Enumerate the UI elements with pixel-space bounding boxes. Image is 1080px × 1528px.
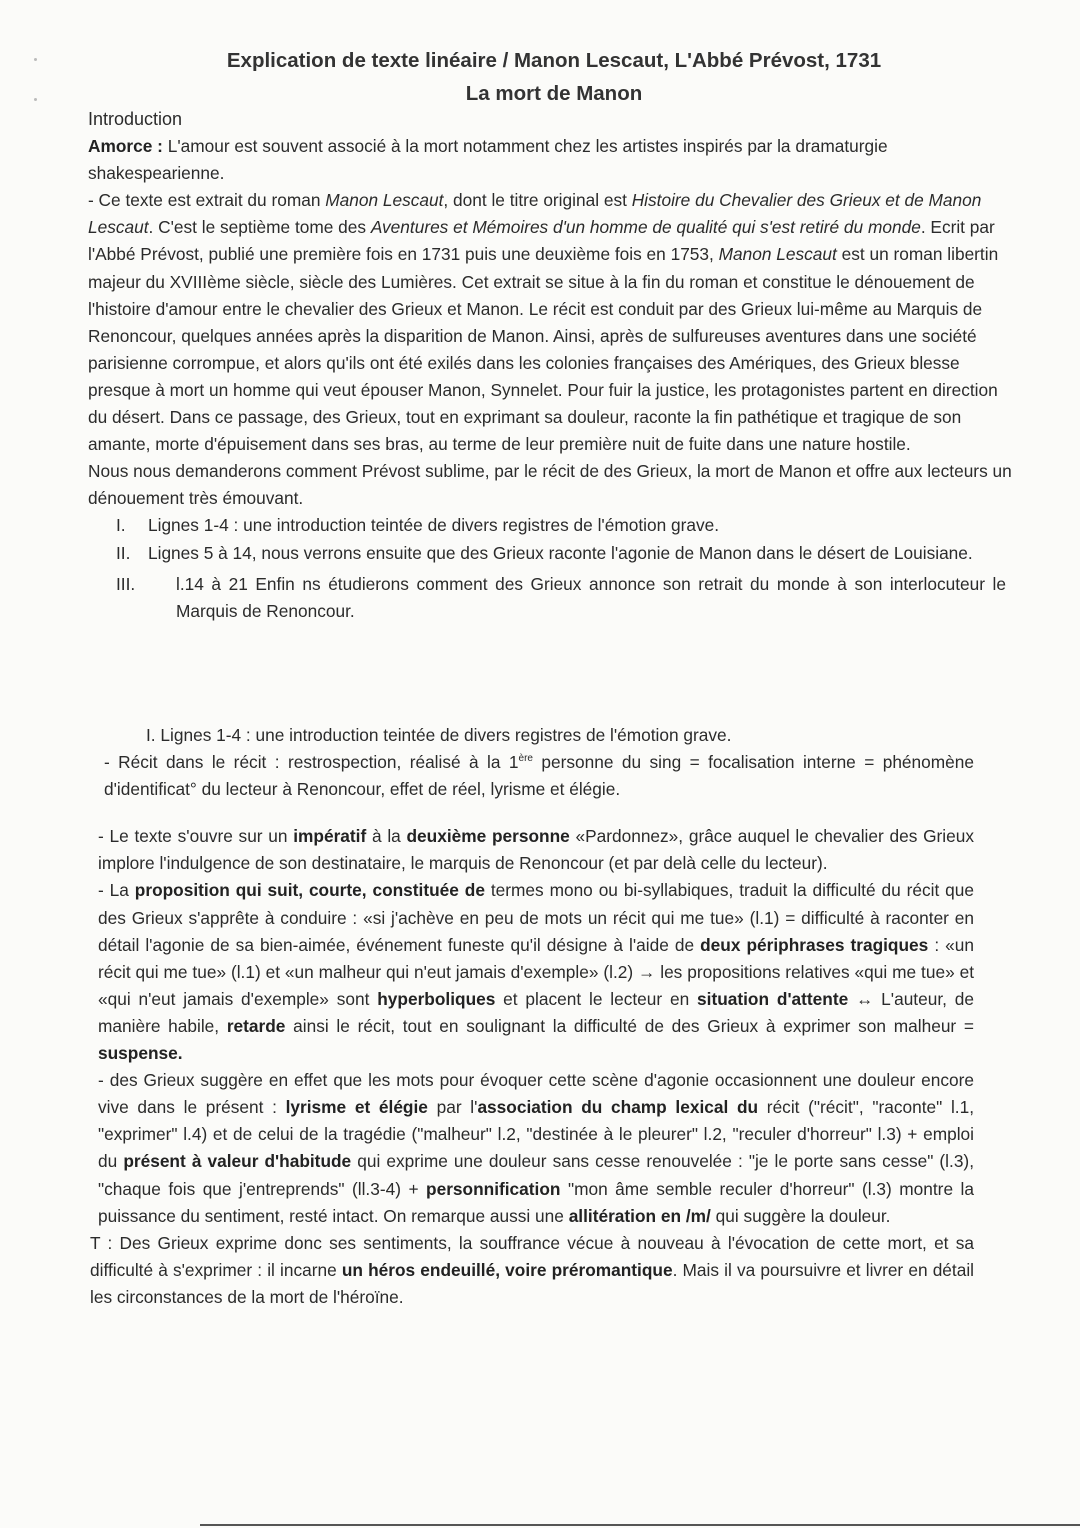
text-run: - des Grieux suggère en effet que les mots pour évoquer cette scène d'agonie occasionnent une douleur encore vive dans le présent : xyxy=(98,1070,974,1118)
intro-heading: Introduction xyxy=(88,109,183,129)
bold-term: allitération en /m/ xyxy=(568,1205,711,1226)
plan-number: I. xyxy=(116,515,126,536)
plan-item xyxy=(88,512,1016,539)
text-run: - Le texte s'ouvre sur un xyxy=(98,826,294,847)
text-run: - Récit dans le récit : restrospection, réalisé à la 1 xyxy=(104,752,519,773)
plan-text: Lignes 5 à 14, nous verrons ensuite que des Grieux raconte l'agonie de Manon dans le désert de Louisiane. xyxy=(148,542,973,563)
part-heading-text: Lignes 1-4 : une introduction teintée de divers registres de l'émotion grave. xyxy=(160,725,732,745)
amorce-label: Amorce : xyxy=(88,136,163,157)
part-one-section xyxy=(90,722,975,1311)
bold-term: impératif xyxy=(293,826,367,847)
context-paragraph xyxy=(88,187,1016,458)
bold-term: retarde xyxy=(226,1015,286,1036)
text-run: qui exprime une douleur sans cesse renouvelée : "je le porte sans cesse" (l.3), "chaque fois que j'entreprends" (ll.3-4) + xyxy=(98,1151,974,1199)
text-run: . Ecrit par l'Abbé Prévost, publié une première fois en 1731 puis une deuxième fois en 1753, xyxy=(88,217,995,265)
plan-item xyxy=(88,571,1016,625)
bold-term: deux périphrases tragiques xyxy=(700,934,929,955)
bold-term: un héros endeuillé, voire préromantique xyxy=(341,1259,673,1280)
bold-term: deuxième personne xyxy=(406,826,570,847)
plan-text: l.14 à 21 Enfin ns étudierons comment des Grieux annonce son retrait du monde à son interlocuteur le Marquis de Renoncour. xyxy=(176,573,1006,621)
bold-term: association du champ lexical du xyxy=(477,1097,759,1118)
document-title: Explication de texte linéaire / Manon Lescaut, L'Abbé Prévost, 1731 xyxy=(226,49,882,72)
proposition-paragraph xyxy=(98,877,974,1067)
text-run: ainsi le récit, tout en soulignant la difficulté de des Grieux à exprimer son malheur = xyxy=(285,1015,974,1036)
plan-number: III. xyxy=(116,573,136,594)
text-run: ↔ L'auteur, de manière habile, xyxy=(98,988,974,1036)
plan-number: II. xyxy=(116,542,131,563)
part-one-heading xyxy=(98,722,974,749)
amorce-paragraph xyxy=(88,133,1016,187)
text-run: . C'est le septième tome des xyxy=(148,217,371,238)
text-run: qui suggère la douleur. xyxy=(710,1205,891,1226)
text-run: est un roman libertin majeur du XVIIIème siècle, siècle des Lumières. Cet extrait se situe à la fin du roman et constitue le dénouement de l'histoire d'amour entre le chevalier des Grieux et Manon. Le récit est conduit par des Grieux lui-même au Marquis de Renoncour, quelques années après la disparition de Manon. Ainsi, après de sulfureuses aventures dans une société parisienne corrompue, et alors qu'ils ont été exilés dans les colonies françaises des Amériques, des Grieux blesse presque à mort un homme qui veut épouser Manon, Synnelet. Pour fuir la justice, les protagonistes partent en direction du désert. Dans ce passage, des Grieux, tout en exprimant sa douleur, raconte la fin pathétique et tragique de son amante, morte d'épuisement dans ses bras, au terme de leur première nuit de fuite dans une nature hostile. xyxy=(88,244,999,455)
introduction-section xyxy=(88,106,1016,625)
plan-item xyxy=(88,540,1016,567)
text-run: - La xyxy=(98,880,135,901)
imperatif-paragraph xyxy=(98,823,974,877)
book-title: Histoire du Chevalier des Grieux et de Manon Lescaut xyxy=(88,190,982,238)
text-run: - Ce texte est extrait du roman xyxy=(88,190,326,211)
text-run: et placent le lecteur en xyxy=(495,988,698,1009)
recit-paragraph xyxy=(98,749,974,803)
book-title: Manon Lescaut xyxy=(325,190,444,211)
transition-paragraph xyxy=(90,1230,974,1311)
text-run: "mon âme semble reculer d'horreur" (l.3) montre la puissance du sentiment, resté intact. On remarque aussi une xyxy=(98,1178,974,1226)
text-run: : «un récit qui me tue» (l.1) et «un malheur qui n'eut jamais d'exemple» (l.2) → les propositions relatives «qui me tue» et «qui n'eut jamais d'exemple» sont xyxy=(98,934,974,1009)
bold-term: lyrisme et élégie xyxy=(285,1097,428,1118)
book-title: Aventures et Mémoires d'un homme de qualité qui s'est retiré du monde xyxy=(370,217,921,238)
bold-term: hyperboliques xyxy=(377,988,496,1009)
text-run: termes mono ou bi-syllabiques, traduit la difficulté du récit que des Grieux s'apprête à conduire : «si j'achève en peu de mots un récit qui me tue» (l.1) = difficulté à raconter en détail l'agonie de sa bien-aimée, événement funeste qu'il désigne à l'aide de xyxy=(98,880,974,955)
problematique: Nous nous demanderons comment Prévost sublime, par le récit de des Grieux, la mort de Manon et offre aux lecteurs un dénouement très émouvant. xyxy=(88,461,1012,509)
bold-term: situation d'attente xyxy=(697,988,849,1009)
text-run: à la xyxy=(366,826,407,847)
plan-list xyxy=(88,512,1016,624)
text-run: par l' xyxy=(427,1097,478,1118)
page-edge-rule xyxy=(200,1524,1080,1526)
text-run: , dont le titre original est xyxy=(443,190,632,211)
bold-term: personnification xyxy=(426,1178,561,1199)
bold-term: proposition qui suit, courte, constituée de xyxy=(134,880,485,901)
superscript: ère xyxy=(518,753,533,765)
text-run: T : Des Grieux exprime donc ses sentiments, la souffrance vécue à nouveau à l'évocation de cette mort, et sa difficulté à s'exprimer : il incarne xyxy=(90,1232,974,1280)
lyrisme-paragraph xyxy=(98,1067,974,1230)
document-subtitle: La mort de Manon xyxy=(465,82,643,105)
part-number: I. xyxy=(146,725,156,745)
text-run: personne du sing = focalisation interne = phénomène d'identificat° du lecteur à Renoncour, effet de réel, lyrisme et élégie. xyxy=(104,752,974,800)
text-run: récit ("récit", "raconte" l.1, "exprimer" l.4) et de celui de la tragédie ("malheur" l.2, "destinée à le pleurer" l.2, "reculer d'horreur" l.3) + emploi du xyxy=(98,1097,974,1172)
bold-term: suspense. xyxy=(98,1043,183,1064)
text-run: . Mais il va poursuivre et livrer en détail les circonstances de la mort de l'héroïne. xyxy=(90,1259,975,1307)
text-run: «Pardonnez», grâce auquel le chevalier des Grieux implore l'indulgence de son destinataire, le marquis de Renoncour (et par delà celle du lecteur). xyxy=(98,826,974,874)
book-title: Manon Lescaut xyxy=(718,244,837,265)
amorce-text: L'amour est souvent associé à la mort notamment chez les artistes inspirés par la dramaturgie shakespearienne. xyxy=(88,136,888,184)
plan-text: Lignes 1-4 : une introduction teintée de divers registres de l'émotion grave. xyxy=(148,515,720,536)
bold-term: présent à valeur d'habitude xyxy=(123,1151,352,1172)
